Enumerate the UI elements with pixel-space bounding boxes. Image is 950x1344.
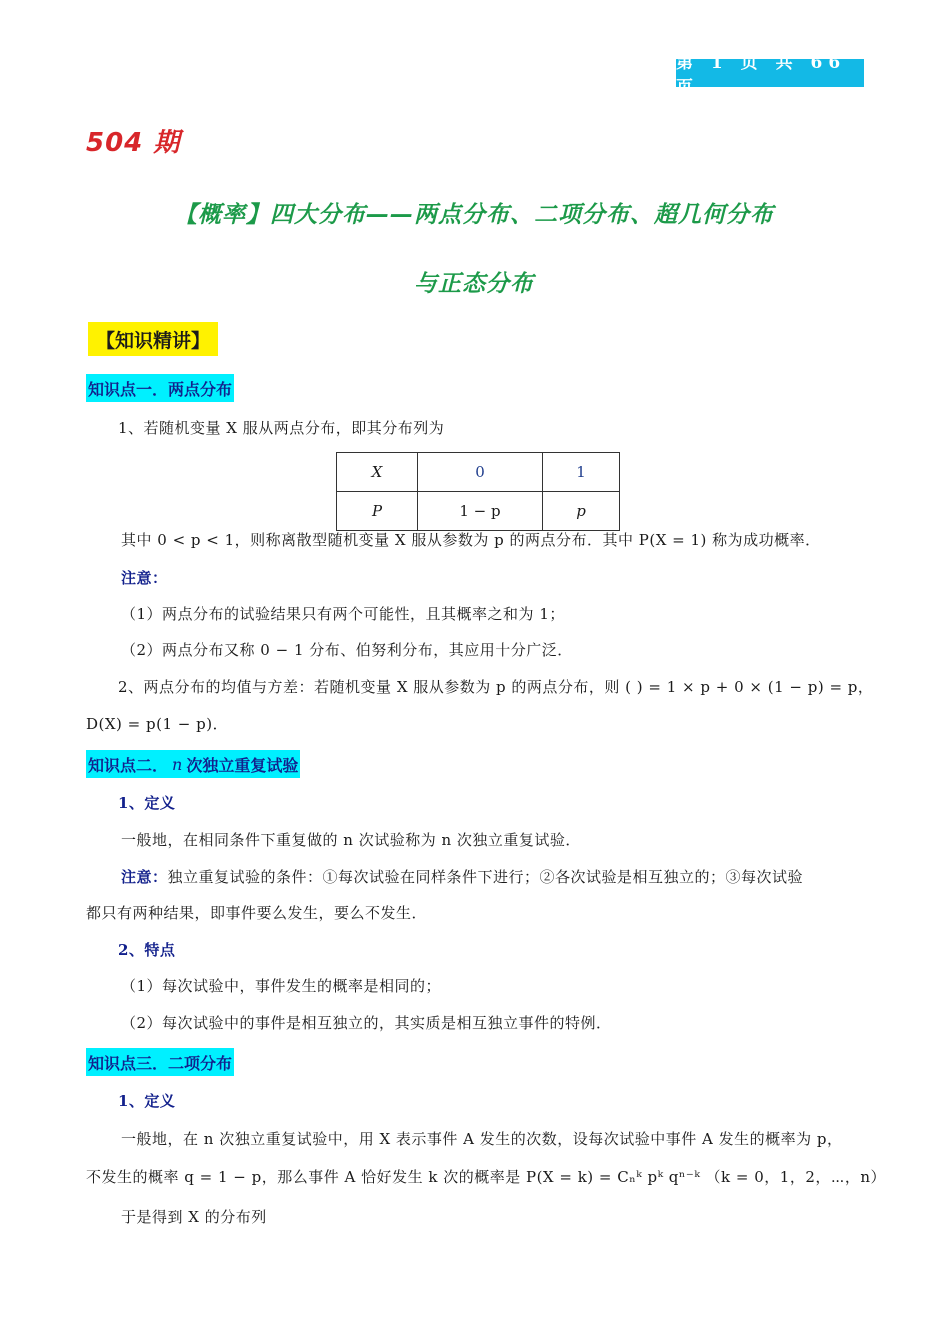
section-heading-variable: n [172, 754, 183, 774]
table-cell: P [337, 492, 418, 531]
table-row [337, 453, 620, 492]
table-cell: p [543, 492, 620, 531]
note-label: 注意： [121, 868, 168, 886]
table-cell: 1 [543, 453, 620, 492]
paragraph: 一般地，在 n 次独立重复试验中，用 X 表示事件 A 发生的次数，设每次试验中事件 A 发生的概率为 p， [121, 1130, 843, 1148]
document-title-line-2: 与正态分布 [414, 271, 534, 297]
note-label: 注意： [121, 569, 168, 587]
table-row [337, 492, 620, 531]
paragraph: 其中 0 < p < 1，则称离散型随机变量 X 服从参数为 p 的两点分布．其中 P(X = 1) 称为成功概率． [121, 531, 821, 549]
knowledge-header: 【知识精讲】 [88, 322, 218, 356]
table-cell: 0 [418, 453, 543, 492]
list-item: （2）每次试验中的事件是相互独立的，其实质是相互独立事件的特例． [121, 1014, 612, 1032]
section-heading-1: 知识点一．两点分布 [86, 374, 234, 402]
subheading: 2、特点 [118, 941, 176, 959]
table-cell: 1 − p [418, 492, 543, 531]
paragraph: 2、两点分布的均值与方差：若随机变量 X 服从参数为 p 的两点分布，则 ( ) = 1 × p + 0 × (1 − p) = p， [118, 678, 874, 696]
section-heading-2 [86, 750, 300, 778]
table-cell: X [337, 453, 418, 492]
paragraph: 都只有两种结果，即事件要么发生，要么不发生． [86, 904, 428, 922]
paragraph: 于是得到 X 的分布列 [121, 1208, 267, 1226]
paragraph: 1、若随机变量 X 服从两点分布，即其分布列为 [118, 419, 445, 437]
document-title-line-1: 【概率】四大分布——两点分布、二项分布、超几何分布 [174, 202, 774, 228]
paragraph: D(X) = p(1 − p)． [86, 715, 229, 733]
list-item: （1）两点分布的试验结果只有两个可能性，且其概率之和为 1； [121, 605, 565, 623]
section-heading-prefix: 知识点二． [88, 755, 169, 775]
section-heading-3: 知识点三．二项分布 [86, 1048, 234, 1076]
paragraph [121, 867, 901, 887]
note-text: 独立重复试验的条件：①每次试验在同样条件下进行；②各次试验是相互独立的；③每次试验 [167, 868, 804, 886]
section-heading-suffix: 次独立重复试验 [186, 755, 299, 775]
subheading: 1、定义 [118, 794, 176, 812]
list-item: （1）每次试验中，事件发生的概率是相同的； [121, 977, 442, 995]
distribution-table [336, 452, 620, 531]
issue-number: 504 期 [86, 128, 181, 158]
page-number-badge: 第 1 页 共 66 页 [676, 59, 864, 87]
list-item: （2）两点分布又称 0 − 1 分布、伯努利分布，其应用十分广泛． [121, 641, 573, 659]
paragraph: 不发生的概率 q = 1 − p，那么事件 A 恰好发生 k 次的概率是 P(X = k) = Cₙᵏ pᵏ qⁿ⁻ᵏ （k = 0，1，2，⋯，n） [86, 1168, 887, 1186]
paragraph: 一般地，在相同条件下重复做的 n 次试验称为 n 次独立重复试验． [121, 831, 581, 849]
subheading: 1、定义 [118, 1092, 176, 1110]
